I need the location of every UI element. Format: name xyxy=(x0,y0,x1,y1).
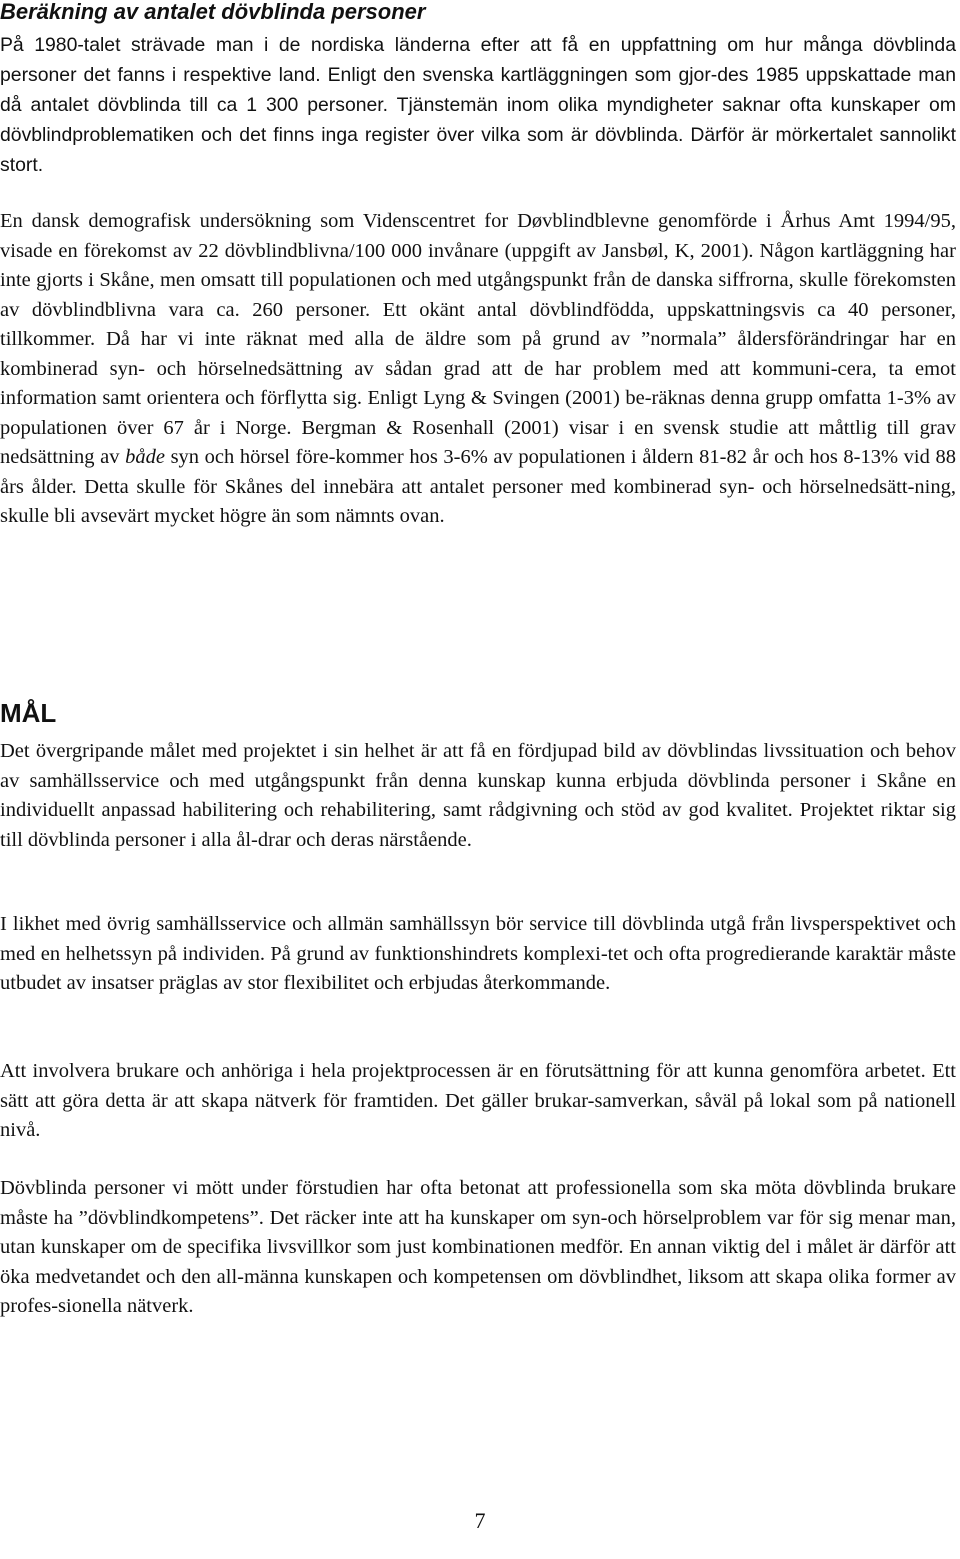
section-heading-goal: MÅL xyxy=(0,698,57,728)
paragraph-text-end: syn och hörsel före-kommer hos 3-6% av populationen i åldern 81-82 år och hos 8-13% vid 88 års ålder. Detta skulle för Skånes del innebära att antalet personer med kombinerad syn- och hörselnedsätt-ning, skulle bli avsevärt mycket högre än som nämnts ovan. xyxy=(0,446,956,527)
section-heading-estimate: Beräkning av antalet dövblinda personer xyxy=(0,0,426,24)
page-number: 7 xyxy=(474,1508,486,1533)
paragraph-estimate-intro xyxy=(0,30,956,180)
paragraph-text: En dansk demografisk undersökning som Videnscentret for Døvblindblevne genomförde i Århus Amt 1994/95, visade en förekomst av 22 dövblindblivna/100 000 invånare (uppgift av Jansbøl, K, 2001). Någon kartläggning har inte gjorts i Skåne, men omsatt till populationen och med utgångspunkt från de danska siffrorna, skulle förekomsten av dövblindblivna vara ca. 260 personer. Ett okänt antal dövblindfödda, uppskattningsvis ca 40 personer, tillkommer. Då har vi inte räknat med alla de äldre som på grund av ”normala” åldersförändringar har en kombinerad syn- och hörselnedsättning av sådan grad att de har problem med att kommuni-cera, ta emot information samt orientera och förflytta sig. Enligt Lyng & Svingen (2001) be-räknas denna grupp omfatta 1-3% av populationen över 67 år i Norge. Bergman & Rosenhall (2001) visar i en svensk studie att måttlig till grav nedsättning av xyxy=(0,210,956,468)
paragraph-goal-overall xyxy=(0,737,956,855)
paragraph-text: Det övergripande målet med projektet i sin helhet är att få en fördjupad bild av dövblindas livssituation och behov av samhällsservice och med utgångspunkt från denna kunskap kunna erbjuda dövblinda personer i Skåne en individuellt anpassad habilitering och rehabilitering, samt rådgivning och stöd av god kvalitet. Projektet riktar sig till dövblinda personer i alla ål-drar och deras närstående. xyxy=(0,740,956,851)
paragraph-text: På 1980-talet strävade man i de nordiska länderna efter att få en uppfattning om hur många dövblinda personer det fanns i respektive land. Enligt den svenska kartläggningen som gjor-des 1985 uppskattade man då antalet dövblinda till ca 1 300 personer. Tjänstemän inom olika myndigheter saknar ofta kunskaper om dövblindproblematiken och det finns inga register över vilka som är dövblinda. Därför är mörkertalet sannolikt stort. xyxy=(0,34,956,176)
italic-word: både xyxy=(125,446,165,468)
paragraph-service-perspective xyxy=(0,910,956,999)
paragraph-text: I likhet med övrig samhällsservice och allmän samhällssyn bör service till dövblinda utgå från livsperspektivet och med en helhetssyn på individen. På grund av funktionshindrets komplexi-tet och ofta progredierande karaktär måste utbudet av insatser präglas av stor flexibilitet och erbjudas återkommande. xyxy=(0,913,956,994)
paragraph-competence xyxy=(0,1174,956,1322)
paragraph-danish-study xyxy=(0,207,956,532)
paragraph-text: Dövblinda personer vi mött under förstudien har ofta betonat att professionella som ska möta dövblinda brukare måste ha ”dövblindkompetens”. Det räcker inte att ha kunskaper om syn-och hörselproblem var för sig menar man, utan kunskaper om de specifika livsvillkor som just kombinationen medför. En annan viktig del i målet är därför att öka medvetandet och den all-männa kunskapen och kompetensen om dövblindhet, liksom att skapa olika former av profes-sionella nätverk. xyxy=(0,1177,956,1317)
paragraph-text: Att involvera brukare och anhöriga i hela projektprocessen är en förutsättning för att kunna genomföra arbetet. Ett sätt att göra detta är att skapa nätverk för framtiden. Det gäller brukar-samverkan, såväl på lokal som på nationell nivå. xyxy=(0,1060,956,1141)
paragraph-user-involvement xyxy=(0,1057,956,1146)
